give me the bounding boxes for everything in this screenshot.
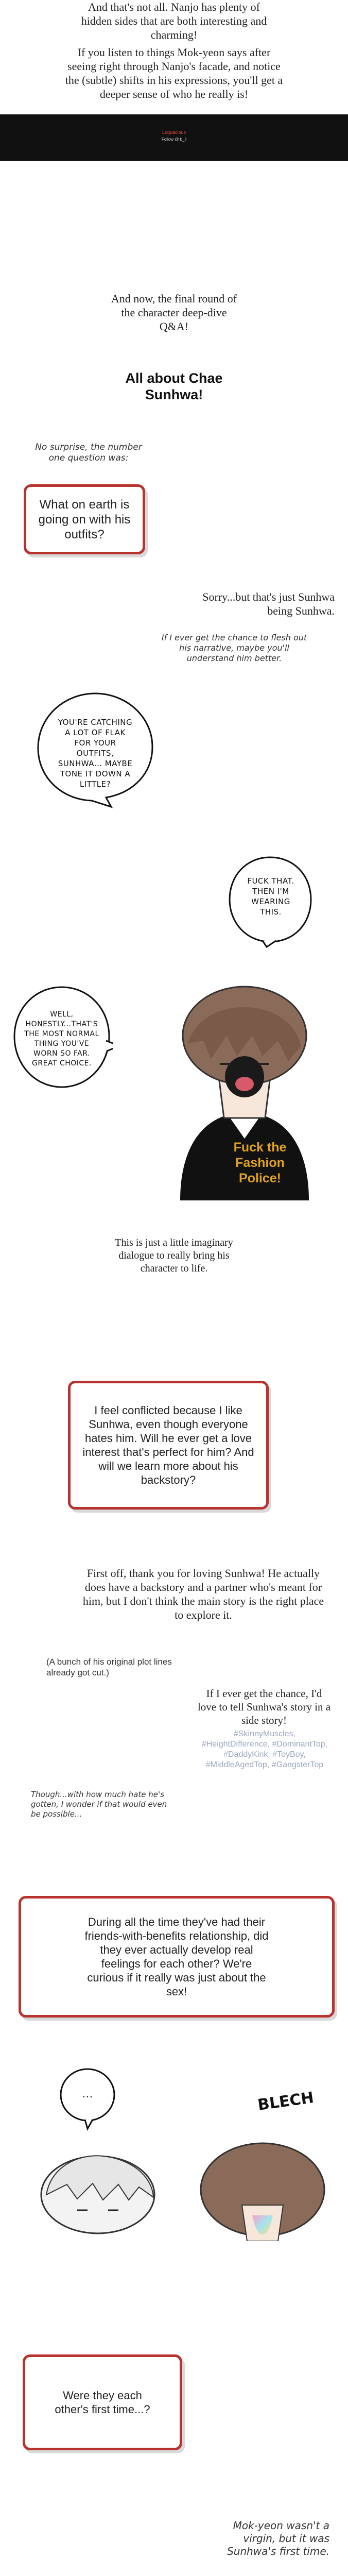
intro-paragraph-2: If you listen to things Mok-yeon says after seeing right through Nanjo's facade, and notice the (subtle) shifts in his expressions, you'll get a deeper sense of who he really is! bbox=[65, 46, 283, 100]
q2-question: I feel conflicted because I like Sunhwa, even though everyone hates him. Will he ever get a love interest that's perfect for him? And will we learn more about his backstory? bbox=[82, 1404, 254, 1486]
q1-bubble-3-text: WELL, HONESTLY...THAT'S THE MOST NORMAL THING YOU'VE WORN SO FAR. GREAT CHOICE. bbox=[24, 1010, 99, 1067]
q1-aside: If I ever get the chance to flesh out his narrative, maybe you'll understand him better. bbox=[161, 633, 307, 663]
q1-bubble-2-text: FUCK THAT. THEN I'M WEARING THIS. bbox=[247, 876, 294, 917]
blech-sfx: BLECH bbox=[256, 2089, 315, 2114]
q2-question-box bbox=[68, 1381, 269, 1510]
q1-question-box bbox=[24, 484, 145, 554]
q4-answer: Mok-yeon wasn't a virgin, but it was Sunhwa's first time. bbox=[227, 2519, 329, 2557]
q1-bubble-1-text: YOU'RE CATCHING A LOT OF FLAK FOR YOUR OUTFITS, SUNHWA... MAYBE TONE IT DOWN A LITTLE? bbox=[58, 718, 133, 789]
mokyeon-chibi-illustration bbox=[36, 2138, 160, 2241]
section-title: All about Chae Sunhwa! bbox=[125, 370, 223, 402]
q4-question-box bbox=[23, 2354, 182, 2450]
q1-lead: No surprise, the number one question was: bbox=[35, 442, 142, 463]
q2-side-story: If I ever get the chance, I'd love to tell Sunhwa's story in a side story! bbox=[197, 1687, 331, 1726]
credit-line-1: Loquacious bbox=[162, 130, 186, 135]
q1-caption: This is just a little imaginary dialogue to really bring his character to life. bbox=[115, 1237, 233, 1274]
q2-answer: First off, thank you for loving Sunhwa! He actually does have a backstory and a partner who's meant for him, but I don't think the main story is the right place to explore it. bbox=[82, 1567, 324, 1621]
q4-question: Were they each other's first time...? bbox=[55, 2389, 150, 2416]
q2-aside: Though...with how much hate he's gotten, I wonder if that would even be possible... bbox=[31, 1790, 167, 1819]
q1-answer: Sorry...but that's just Sunhwa being Sunhwa. bbox=[202, 590, 335, 617]
q2-note: (A bunch of his original plot lines already got cut.) bbox=[46, 1657, 172, 1677]
q1-question: What on earth is going on with his outfits? bbox=[38, 497, 131, 541]
section-heading: And now, the final round of the character deep-dive Q&A! bbox=[111, 292, 237, 333]
intro-paragraph-1: And that's not all. Nanjo has plenty of hidden sides that are both interesting and charming! bbox=[81, 1, 267, 41]
shirt-print: Fuck the Fashion Police! bbox=[233, 1140, 287, 1185]
q3-question: During all the time they've had their friends-with-benefits relationship, did they ever actually develop real feelings for each other? We're curious if it really was just about the sex! bbox=[84, 1916, 269, 1998]
credit-line-2: Follow @ b_ll bbox=[161, 137, 187, 142]
q3-bubble-text: ... bbox=[82, 2088, 93, 2100]
q2-tags: #SkinnyMuscles, #HeightDifference, #DominantTop, #DaddyKink, #ToyBoy, #MiddleAgedTop, #GangsterTop bbox=[201, 1730, 328, 1769]
q3-question-box bbox=[19, 1896, 335, 2018]
credit-band bbox=[0, 114, 348, 161]
